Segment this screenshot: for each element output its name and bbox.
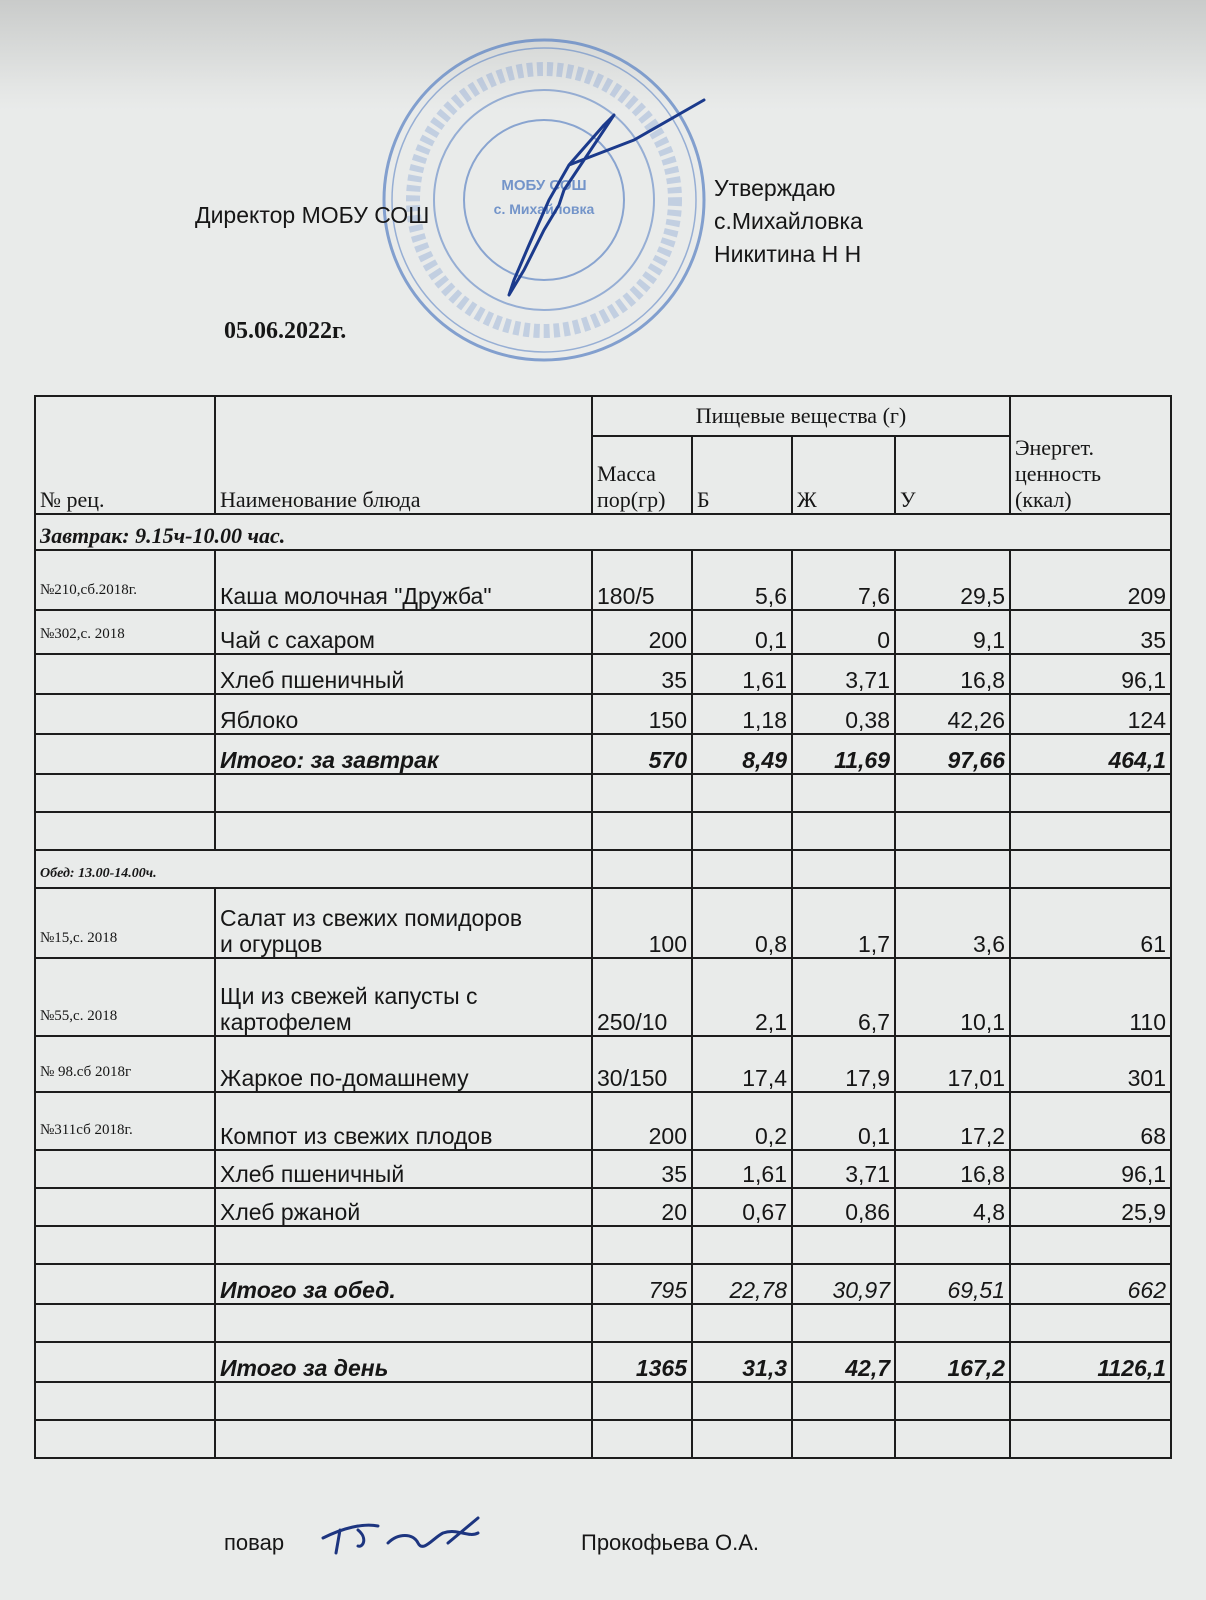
lunch-total-row bbox=[35, 1264, 1171, 1304]
approval-village: с.Михайловка bbox=[714, 208, 863, 234]
table-cell: 0,67 bbox=[692, 1188, 792, 1226]
table-cell bbox=[895, 1420, 1010, 1458]
table-cell: 0,2 bbox=[692, 1092, 792, 1150]
table-cell bbox=[895, 774, 1010, 812]
table-cell: 464,1 bbox=[1010, 734, 1171, 774]
table-cell: 1126,1 bbox=[1010, 1342, 1171, 1382]
table-cell: №302,с. 2018 bbox=[35, 610, 215, 654]
table-cell bbox=[1010, 850, 1171, 888]
breakfast-total-row bbox=[35, 734, 1171, 774]
table-row bbox=[35, 1150, 1171, 1188]
table-cell bbox=[592, 850, 692, 888]
table-cell bbox=[895, 812, 1010, 850]
table-cell: Яблоко bbox=[215, 694, 592, 734]
table-row bbox=[35, 1188, 1171, 1226]
table-cell: 69,51 bbox=[895, 1264, 1010, 1304]
table-cell: 11,69 bbox=[792, 734, 895, 774]
table-cell bbox=[895, 1382, 1010, 1420]
table-cell bbox=[35, 1226, 215, 1264]
breakfast-title: Завтрак: 9.15ч-10.00 час. bbox=[35, 514, 1171, 550]
table-cell: Салат из свежих помидоров и огурцов bbox=[215, 888, 592, 958]
approval-person: Никитина Н Н bbox=[714, 241, 862, 267]
approval-title: Утверждаю bbox=[714, 175, 836, 201]
table-cell: 100 bbox=[592, 888, 692, 958]
table-cell: 124 bbox=[1010, 694, 1171, 734]
table-row bbox=[35, 888, 1171, 958]
cook-name: Прокофьева О.А. bbox=[581, 1530, 759, 1555]
table-cell: 17,9 bbox=[792, 1036, 895, 1092]
table-cell bbox=[1010, 812, 1171, 850]
table-cell: Жаркое по-домашнему bbox=[215, 1036, 592, 1092]
table-cell bbox=[215, 774, 592, 812]
table-cell bbox=[215, 1420, 592, 1458]
table-cell bbox=[35, 1304, 215, 1342]
header-rec: № рец. bbox=[35, 396, 215, 514]
table-cell: 200 bbox=[592, 610, 692, 654]
empty-row bbox=[35, 1304, 1171, 1342]
table-cell: 2,1 bbox=[692, 958, 792, 1036]
table-cell: 180/5 bbox=[592, 550, 692, 610]
table-cell bbox=[35, 812, 215, 850]
table-cell bbox=[792, 1304, 895, 1342]
stamp-text-2: с. Михайловка bbox=[493, 201, 595, 217]
table-cell bbox=[1010, 774, 1171, 812]
table-cell: 35 bbox=[592, 1150, 692, 1188]
table-cell: 0,1 bbox=[792, 1092, 895, 1150]
table-cell: № 98.сб 2018г bbox=[35, 1036, 215, 1092]
header-mass: Масса пор(гр) bbox=[592, 436, 692, 514]
table-cell: 29,5 bbox=[895, 550, 1010, 610]
table-cell bbox=[35, 654, 215, 694]
table-cell bbox=[692, 1420, 792, 1458]
table-cell bbox=[35, 734, 215, 774]
table-cell bbox=[692, 850, 792, 888]
lunch-title: Обед: 13.00-14.00ч. bbox=[35, 850, 592, 888]
table-cell bbox=[692, 1382, 792, 1420]
table-cell: 0,38 bbox=[792, 694, 895, 734]
table-cell bbox=[792, 812, 895, 850]
table-cell bbox=[792, 1382, 895, 1420]
table-cell: 250/10 bbox=[592, 958, 692, 1036]
table-cell: 30/150 bbox=[592, 1036, 692, 1092]
table-cell: 3,6 bbox=[895, 888, 1010, 958]
table-cell: 0,8 bbox=[692, 888, 792, 958]
table-cell: 301 bbox=[1010, 1036, 1171, 1092]
table-row bbox=[35, 654, 1171, 694]
table-cell: 22,78 bbox=[692, 1264, 792, 1304]
empty-row bbox=[35, 774, 1171, 812]
table-cell: 8,49 bbox=[692, 734, 792, 774]
empty-row bbox=[35, 812, 1171, 850]
table-cell: Компот из свежих плодов bbox=[215, 1092, 592, 1150]
table-cell bbox=[692, 1226, 792, 1264]
table-cell bbox=[215, 1382, 592, 1420]
section-lunch bbox=[35, 850, 1171, 888]
table-cell bbox=[895, 1226, 1010, 1264]
header-b: Б bbox=[692, 436, 792, 514]
table-cell bbox=[35, 1342, 215, 1382]
table-cell bbox=[35, 774, 215, 812]
table-cell: 10,1 bbox=[895, 958, 1010, 1036]
table-cell: 20 bbox=[592, 1188, 692, 1226]
table-cell bbox=[35, 1382, 215, 1420]
table-cell: 0,1 bbox=[692, 610, 792, 654]
table-cell bbox=[692, 812, 792, 850]
table-cell: 97,66 bbox=[895, 734, 1010, 774]
table-cell bbox=[592, 812, 692, 850]
table-cell bbox=[895, 1304, 1010, 1342]
table-cell bbox=[35, 1150, 215, 1188]
menu-date: 05.06.2022г. bbox=[224, 318, 347, 344]
table-cell: 1,61 bbox=[692, 654, 792, 694]
table-cell: 3,71 bbox=[792, 1150, 895, 1188]
table-cell: Итого: за завтрак bbox=[215, 734, 592, 774]
paper-top-shadow bbox=[0, 0, 1206, 110]
section-breakfast bbox=[35, 514, 1171, 550]
table-cell: 61 bbox=[1010, 888, 1171, 958]
header-u: У bbox=[895, 436, 1010, 514]
table-cell: 30,97 bbox=[792, 1264, 895, 1304]
table-cell: 96,1 bbox=[1010, 1150, 1171, 1188]
table-cell bbox=[792, 850, 895, 888]
table-row bbox=[35, 958, 1171, 1036]
header-row-top bbox=[35, 396, 1171, 436]
header-energy: Энергет. ценность (ккал) bbox=[1010, 396, 1171, 514]
table-cell bbox=[592, 1304, 692, 1342]
table-cell bbox=[1010, 1420, 1171, 1458]
table-cell: 5,6 bbox=[692, 550, 792, 610]
table-cell bbox=[35, 1420, 215, 1458]
table-cell: 9,1 bbox=[895, 610, 1010, 654]
table-cell: Каша молочная "Дружба" bbox=[215, 550, 592, 610]
table-cell: №55,с. 2018 bbox=[35, 958, 215, 1036]
table-cell: №15,с. 2018 bbox=[35, 888, 215, 958]
table-cell bbox=[215, 1304, 592, 1342]
table-row bbox=[35, 1036, 1171, 1092]
table-cell bbox=[1010, 1304, 1171, 1342]
table-cell: 42,7 bbox=[792, 1342, 895, 1382]
table-cell: 31,3 bbox=[692, 1342, 792, 1382]
table-cell bbox=[215, 1226, 592, 1264]
table-cell: Хлеб ржаной bbox=[215, 1188, 592, 1226]
table-cell bbox=[792, 774, 895, 812]
table-cell: 1,18 bbox=[692, 694, 792, 734]
table-cell: 1365 bbox=[592, 1342, 692, 1382]
table-cell: 110 bbox=[1010, 958, 1171, 1036]
table-cell: 200 bbox=[592, 1092, 692, 1150]
table-cell: Итого за обед. bbox=[215, 1264, 592, 1304]
table-cell: №311сб 2018г. bbox=[35, 1092, 215, 1150]
table-cell: Хлеб пшеничный bbox=[215, 1150, 592, 1188]
day-total-row bbox=[35, 1342, 1171, 1382]
header-nutrients: Пищевые вещества (г) bbox=[592, 396, 1010, 436]
table-cell bbox=[1010, 1226, 1171, 1264]
table-cell: 0 bbox=[792, 610, 895, 654]
stamp-text-1: МОБУ СОШ bbox=[501, 177, 587, 194]
menu-table bbox=[34, 395, 1172, 1459]
header-dish: Наименование блюда bbox=[215, 396, 592, 514]
table-cell bbox=[35, 1188, 215, 1226]
approval-block bbox=[714, 172, 863, 271]
table-cell: 68 bbox=[1010, 1092, 1171, 1150]
table-row bbox=[35, 550, 1171, 610]
table-cell: 17,4 bbox=[692, 1036, 792, 1092]
table-cell bbox=[592, 1420, 692, 1458]
table-cell: 209 bbox=[1010, 550, 1171, 610]
table-cell: 35 bbox=[1010, 610, 1171, 654]
table-cell: 150 bbox=[592, 694, 692, 734]
table-cell: Щи из свежей капусты с картофелем bbox=[215, 958, 592, 1036]
empty-row bbox=[35, 1226, 1171, 1264]
table-cell bbox=[35, 694, 215, 734]
table-cell bbox=[692, 1304, 792, 1342]
table-cell: 17,2 bbox=[895, 1092, 1010, 1150]
table-cell: 7,6 bbox=[792, 550, 895, 610]
table-cell: 4,8 bbox=[895, 1188, 1010, 1226]
table-cell: 1,7 bbox=[792, 888, 895, 958]
table-cell: 3,71 bbox=[792, 654, 895, 694]
table-row bbox=[35, 610, 1171, 654]
table-cell: 16,8 bbox=[895, 654, 1010, 694]
table-cell: 1,61 bbox=[692, 1150, 792, 1188]
table-cell: 570 bbox=[592, 734, 692, 774]
cook-signature bbox=[318, 1508, 493, 1568]
table-cell bbox=[692, 774, 792, 812]
empty-row bbox=[35, 1382, 1171, 1420]
table-cell: 6,7 bbox=[792, 958, 895, 1036]
director-label: Директор МОБУ СОШ bbox=[195, 202, 430, 228]
table-cell: 0,86 bbox=[792, 1188, 895, 1226]
table-cell bbox=[792, 1226, 895, 1264]
table-cell: Итого за день bbox=[215, 1342, 592, 1382]
table-cell: 662 bbox=[1010, 1264, 1171, 1304]
table-cell: Хлеб пшеничный bbox=[215, 654, 592, 694]
table-cell: 35 bbox=[592, 654, 692, 694]
empty-row bbox=[35, 1420, 1171, 1458]
director-signature bbox=[509, 100, 704, 295]
table-cell: 25,9 bbox=[1010, 1188, 1171, 1226]
table-cell bbox=[895, 850, 1010, 888]
table-cell: 795 bbox=[592, 1264, 692, 1304]
table-cell bbox=[1010, 1382, 1171, 1420]
table-cell: 17,01 bbox=[895, 1036, 1010, 1092]
table-cell bbox=[592, 774, 692, 812]
table-row bbox=[35, 1092, 1171, 1150]
table-cell bbox=[592, 1382, 692, 1420]
table-cell bbox=[792, 1420, 895, 1458]
table-cell: Чай с сахаром bbox=[215, 610, 592, 654]
table-cell: 42,26 bbox=[895, 694, 1010, 734]
cook-label: повар bbox=[224, 1530, 285, 1555]
table-cell: №210,сб.2018г. bbox=[35, 550, 215, 610]
table-cell bbox=[215, 812, 592, 850]
table-cell bbox=[35, 1264, 215, 1304]
table-cell: 96,1 bbox=[1010, 654, 1171, 694]
header-zh: Ж bbox=[792, 436, 895, 514]
table-cell: 16,8 bbox=[895, 1150, 1010, 1188]
table-cell: 167,2 bbox=[895, 1342, 1010, 1382]
table-row bbox=[35, 694, 1171, 734]
table-cell bbox=[592, 1226, 692, 1264]
